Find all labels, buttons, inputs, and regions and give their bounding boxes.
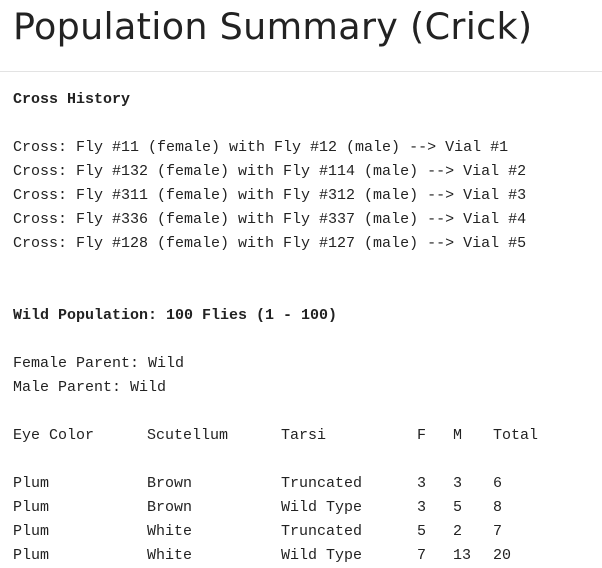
population-heading: Wild Population: 100 Flies (1 - 100) — [13, 307, 338, 324]
cell-total: 8 — [493, 499, 503, 516]
cell-eye-color: Plum — [13, 523, 50, 540]
cell-tarsi: Wild Type — [281, 499, 363, 516]
title-bar — [0, 0, 602, 72]
header-total: Total — [493, 427, 539, 444]
cell-total: 6 — [493, 475, 503, 492]
cell-total: 7 — [493, 523, 503, 540]
table-row — [0, 544, 602, 568]
cell-eye-color: Plum — [13, 475, 50, 492]
header-m: M — [453, 427, 463, 444]
cell-eye-color: Plum — [13, 547, 50, 564]
header-f: F — [417, 427, 427, 444]
header-scutellum: Scutellum — [147, 427, 229, 444]
cell-eye-color: Plum — [13, 499, 50, 516]
female-parent: Female Parent: Wild — [13, 355, 185, 372]
cell-scutellum: Brown — [147, 499, 193, 516]
table-row — [0, 520, 602, 544]
cell-f: 3 — [417, 499, 427, 516]
cell-m: 3 — [453, 475, 463, 492]
cell-tarsi: Wild Type — [281, 547, 363, 564]
cell-m: 13 — [453, 547, 472, 564]
male-parent: Male Parent: Wild — [13, 379, 167, 396]
cross-line: Cross: Fly #336 (female) with Fly #337 (male) --> Vial #4 — [13, 211, 527, 228]
cell-tarsi: Truncated — [281, 523, 363, 540]
table-header-row — [0, 424, 602, 448]
cell-m: 5 — [453, 499, 463, 516]
cross-line: Cross: Fly #132 (female) with Fly #114 (male) --> Vial #2 — [13, 163, 527, 180]
page-title: Population Summary (Crick) — [13, 5, 533, 48]
cell-total: 20 — [493, 547, 512, 564]
cross-line: Cross: Fly #11 (female) with Fly #12 (male) --> Vial #1 — [13, 139, 509, 156]
cross-history-heading: Cross History — [13, 91, 131, 108]
table-row — [0, 472, 602, 496]
header-tarsi: Tarsi — [281, 427, 327, 444]
cell-tarsi: Truncated — [281, 475, 363, 492]
header-eye-color: Eye Color — [13, 427, 95, 444]
cross-line: Cross: Fly #128 (female) with Fly #127 (male) --> Vial #5 — [13, 235, 527, 252]
table-row — [0, 496, 602, 520]
cell-scutellum: White — [147, 523, 193, 540]
cross-line: Cross: Fly #311 (female) with Fly #312 (male) --> Vial #3 — [13, 187, 527, 204]
cell-f: 5 — [417, 523, 427, 540]
cell-scutellum: White — [147, 547, 193, 564]
cell-f: 3 — [417, 475, 427, 492]
cell-scutellum: Brown — [147, 475, 193, 492]
cell-m: 2 — [453, 523, 463, 540]
cell-f: 7 — [417, 547, 427, 564]
